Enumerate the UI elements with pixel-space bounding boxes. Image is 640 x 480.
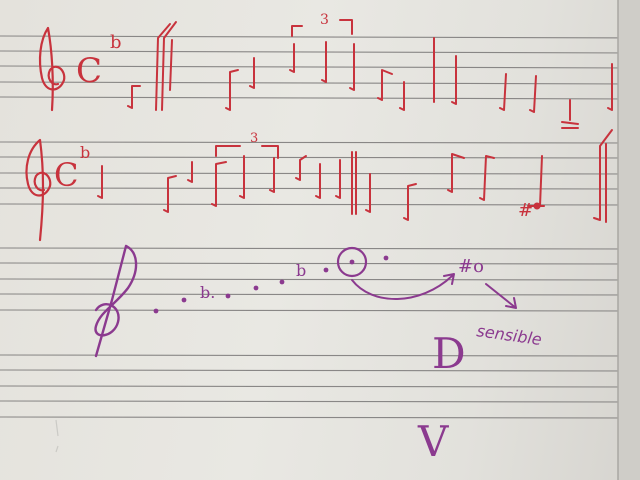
staff-1-note — [608, 64, 612, 110]
staff-2-note — [164, 176, 176, 212]
circled-note-dot — [350, 260, 355, 265]
staff-2-note — [366, 174, 370, 212]
staff-2-note — [448, 154, 494, 200]
staff-1-note — [500, 74, 536, 112]
staff-2-note — [316, 160, 340, 198]
staff-1-tuplet-number: 3 — [320, 12, 329, 28]
staff-2-note — [296, 156, 306, 180]
staff-1-note — [562, 100, 578, 128]
staff-2-note — [594, 130, 612, 222]
staff-2-notehead — [534, 203, 541, 210]
resolution-arrow — [352, 274, 454, 299]
board-frame-edge — [618, 0, 640, 480]
staff-2-notation — [27, 130, 613, 240]
staff-1-note — [378, 70, 404, 110]
staff-2-note — [212, 156, 274, 206]
staff-1-note — [452, 56, 456, 104]
sensible-label: sensible — [475, 321, 543, 350]
staff-1-note — [226, 70, 238, 110]
treble-clef — [96, 246, 137, 356]
staff-2-note — [188, 162, 192, 182]
staff-1-flat: b — [110, 32, 122, 53]
degree-lower-label: V — [418, 417, 449, 466]
scale-flat-step-1: b. — [200, 283, 216, 302]
staff-1-time-signature: C — [76, 51, 103, 91]
board-smudges — [56, 420, 58, 452]
staff-2-note — [98, 166, 102, 198]
staff-1-notation — [40, 12, 612, 128]
scale-dots — [154, 256, 389, 314]
staff-2-time-signature: C — [54, 156, 79, 194]
degree-upper-label: D — [432, 329, 466, 378]
staff-2-sharp: # — [518, 200, 534, 221]
staff-2-note — [404, 184, 416, 220]
staff-2-clef — [27, 140, 51, 240]
sensible-arrow — [486, 284, 516, 308]
staff-1-note — [250, 58, 254, 88]
staff-2-tuplet-number: 3 — [250, 131, 259, 146]
staff-2-note — [528, 156, 544, 206]
sharp-note-label: #o — [458, 256, 484, 277]
staff-2-flat: b — [80, 143, 91, 162]
scale-flat-step-2: b — [296, 261, 307, 280]
staff-lines — [0, 36, 640, 418]
staff-2-tuplet-bracket — [216, 146, 278, 158]
